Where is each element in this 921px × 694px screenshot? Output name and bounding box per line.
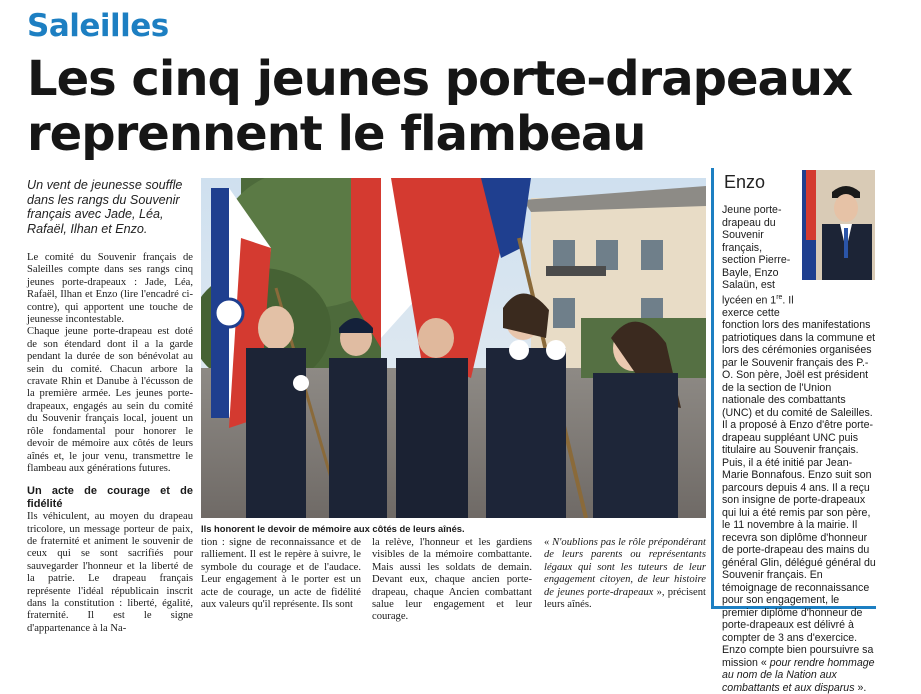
column-3: [372, 537, 532, 624]
col1-paragraph-3: Ils véhiculent, au moyen du drapeau tricolore, un message porteur de paix, de fraternité et animent le souvenir de ceux qui se sont sacrifiés pour sauvegarder l'honneur et la liberté de la patrie. Le drapeau français représente l'idéal républicain inscrit dans la constitution : liberté, égalité, fraternité. Il est le signe d'appartenance à la Na-: [27, 511, 193, 634]
sidebar-intro-end: . Il exerce cette: [722, 294, 794, 319]
col3-paragraph: la relève, l'honneur et les gardiens visibles de la mémoire combattante. Mais aussi les soldats de demain. Devant eux, chaque ancien porte-drapeau, chaque Ancien combattant salue leur engagement et leur courage.: [372, 537, 532, 623]
photo-caption: Ils honorent le devoir de mémoire aux côtés de leurs aînés.: [201, 523, 465, 534]
headline: [27, 52, 907, 162]
main-photo-illustration: [201, 178, 706, 518]
headline-line-2: reprennent le flambeau: [27, 106, 646, 162]
lead-paragraph: Un vent de jeunesse souffle dans les rangs du Souvenir français avec Jade, Léa, Rafaël, Ilhan et Enzo.: [27, 178, 183, 236]
rubric-saleilles: Saleilles: [27, 8, 169, 44]
sidebar-close: ».: [854, 681, 867, 694]
column-2: [201, 537, 361, 611]
sidebar-title: Enzo: [724, 172, 766, 192]
col4-quote: N'oublions pas le rôle prépondérant de leurs parents ou représentants légaux qui sont les tuteurs de leur engagement citoyen, de leur histoire de jeunes porte-drapeaux: [544, 537, 706, 598]
sidebar-intro: [722, 204, 798, 319]
sidebar-body: fonction lors des manifestations patriotiques dans la commune et lors des cérémonies organisées par le Souvenir français des P.-O. Son père, Joël est président de la section de l'Union nationale des combattants (UNC) et du comité de Saleilles. Il a proposé à Enzo d'être porte-drapeau suppléant UNC puis titulaire au Souvenir français. Puis, il a été initié par Jean-Marie Bonnafous. Enzo suit son parcours depuis 4 ans. Il a reçu son insigne de porte-drapeaux qui lui a été remis par son père, le 11 novembre à la mairie. Il recevra son diplôme d'honneur de porte-drapeau des mains du général Glin, délégué général du Souvenir français. En témoignage de reconnaissance pour son engagement, le premier diplôme d'honneur de porte-drapeaux est délivré à compter de 3 ans d'exercice. Enzo compte bien poursuivre sa mission «: [722, 319, 876, 669]
col4-paragraph: [544, 537, 706, 611]
sidebar-intro-text: Jeune porte-drapeau du Souvenir français, section Pierre-Bayle, Enzo Salaün, est lycéen en 1: [722, 204, 791, 307]
column-4: [544, 537, 706, 611]
col4-attribution: », précisent leurs aînés.: [544, 586, 706, 611]
sidebar-enzo: [711, 168, 876, 694]
col1-paragraph-2: Chaque jeune porte-drapeau est doté de son étendard dont il a la garde pendant la durée de son bénévolat au sein du comité. Chacun arbore la cravate Rhin et Danube à l'écusson de la première armée. Les jeunes porte-drapeaux, engagés au sein du comité du Souvenir français local, jouent un rôle fondamental pour honorer le devoir de mémoire aux côtés de leurs aînés et, le jour venu, transmettre le flambeau aux générations futures.: [27, 326, 193, 474]
column-1: [27, 252, 193, 635]
col4-open-quote: «: [544, 537, 553, 548]
sidebar-sup: re: [776, 293, 783, 301]
sidebar-text: [722, 204, 877, 694]
sidebar-quote: pour rendre hommage au nom de la Nation aux combattants et aux disparus: [722, 656, 875, 694]
headline-line-1: Les cinq jeunes porte-drapeaux: [27, 51, 853, 107]
col2-paragraph: tion : signe de reconnaissance et de ralliement. Il est le repère à suivre, le symbole du courage et de l'audace. Leur engagement à le porter est un acte de courage, un acte de fidélité aux valeurs qu'il représente. Ils sont: [201, 537, 361, 611]
main-photo: [201, 178, 706, 518]
col1-paragraph-1: Le comité du Souvenir français de Saleilles compte dans ses rangs cinq jeunes porte-drapeaux : Jade, Léa, Rafaël, Ilhan et Enzo (lire l'encadré ci-contre), qui apportent une touche de jeunesse incontestable.: [27, 252, 193, 326]
col1-subhead: Un acte de courage et de fidélité: [27, 485, 193, 510]
